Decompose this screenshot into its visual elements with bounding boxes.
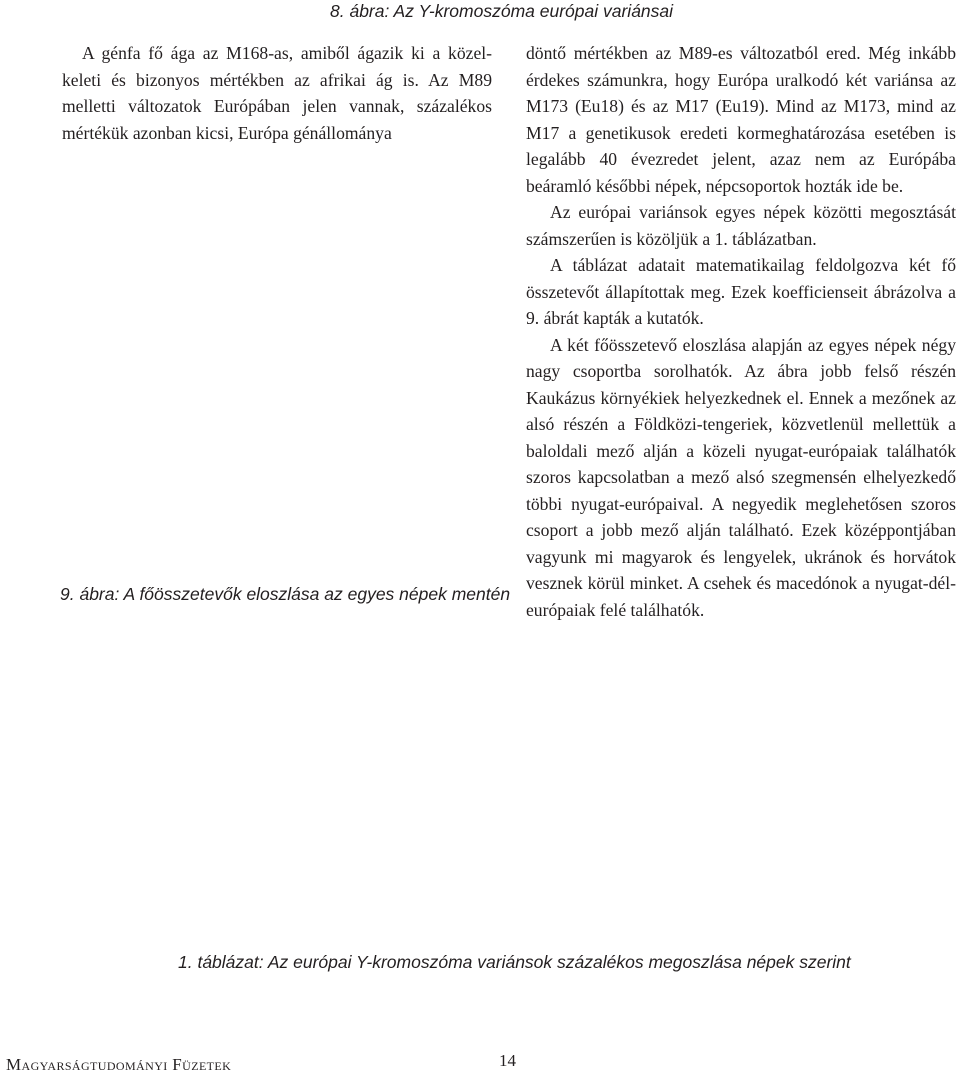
body-paragraph: A génfa fő ága az M168-as, amiből ágazik ki a közel-keleti és bizonyos mértékben az afrikai ág is. Az M89 melletti változatok Európában jelen vannak, százalékos mértékük azonban kicsi, Európa génállománya xyxy=(62,43,492,143)
body-paragraph: döntő mértékben az M89-es változatból ered. Még inkább érdekes számunkra, hogy Európa uralkodó két variánsa az M173 (Eu18) és az M17 (Eu19). Mind az M173, mind az M17 a genetikusok eredeti kormeghatározása esetében is legalább 40 évezredet jelent, azaz nem az Európába beáramló későbbi népek, népcsoportok hozták ide be. xyxy=(526,43,956,196)
body-paragraph: Az európai variánsok egyes népek közötti megosztását számszerűen is közöljük a 1. táblázatban. xyxy=(526,202,956,249)
figure-9-caption: 9. ábra: A főösszetevők eloszlása az egyes népek mentén xyxy=(60,584,511,604)
table-1-caption: 1. táblázat: Az európai Y-kromoszóma variánsok százalékos megoszlása népek szerint xyxy=(178,952,851,972)
page-number: 14 xyxy=(499,1051,516,1070)
left-column xyxy=(62,40,492,146)
figure-8-caption: 8. ábra: Az Y-kromoszóma európai variánsai xyxy=(330,1,674,21)
body-paragraph: A táblázat adatait matematikailag feldolgozva két fő összetevőt állapítottak meg. Ezek koefficienseit ábrázolva a 9. ábrát kapták a kutatók. xyxy=(526,255,956,328)
journal-title: Magyarságtudományi Füzetek xyxy=(6,1055,232,1074)
right-column xyxy=(526,40,956,623)
body-paragraph: A két főösszetevő eloszlása alapján az egyes népek négy nagy csoportba sorolhatók. Az ábra jobb felső részén Kaukázus környékiek helyezkednek el. Ennek a mezőnek az alsó részén a Földközi-tengeriek, közvetlenül mellettük a baloldali mező alján a közeli nyugat-európaiak találhatók szoros kapcsolatban a mező alsó szegmensén elhelyezkedő többi nyugat-európaival. A negyedik meglehetősen szoros csoport a jobb mező alján található. Ezek középpontjában vagyunk mi magyarok és lengyelek, ukránok és horvátok vesznek körül minket. A csehek és macedónok a nyugat-dél-európaiak felé találhatók. xyxy=(526,334,956,620)
